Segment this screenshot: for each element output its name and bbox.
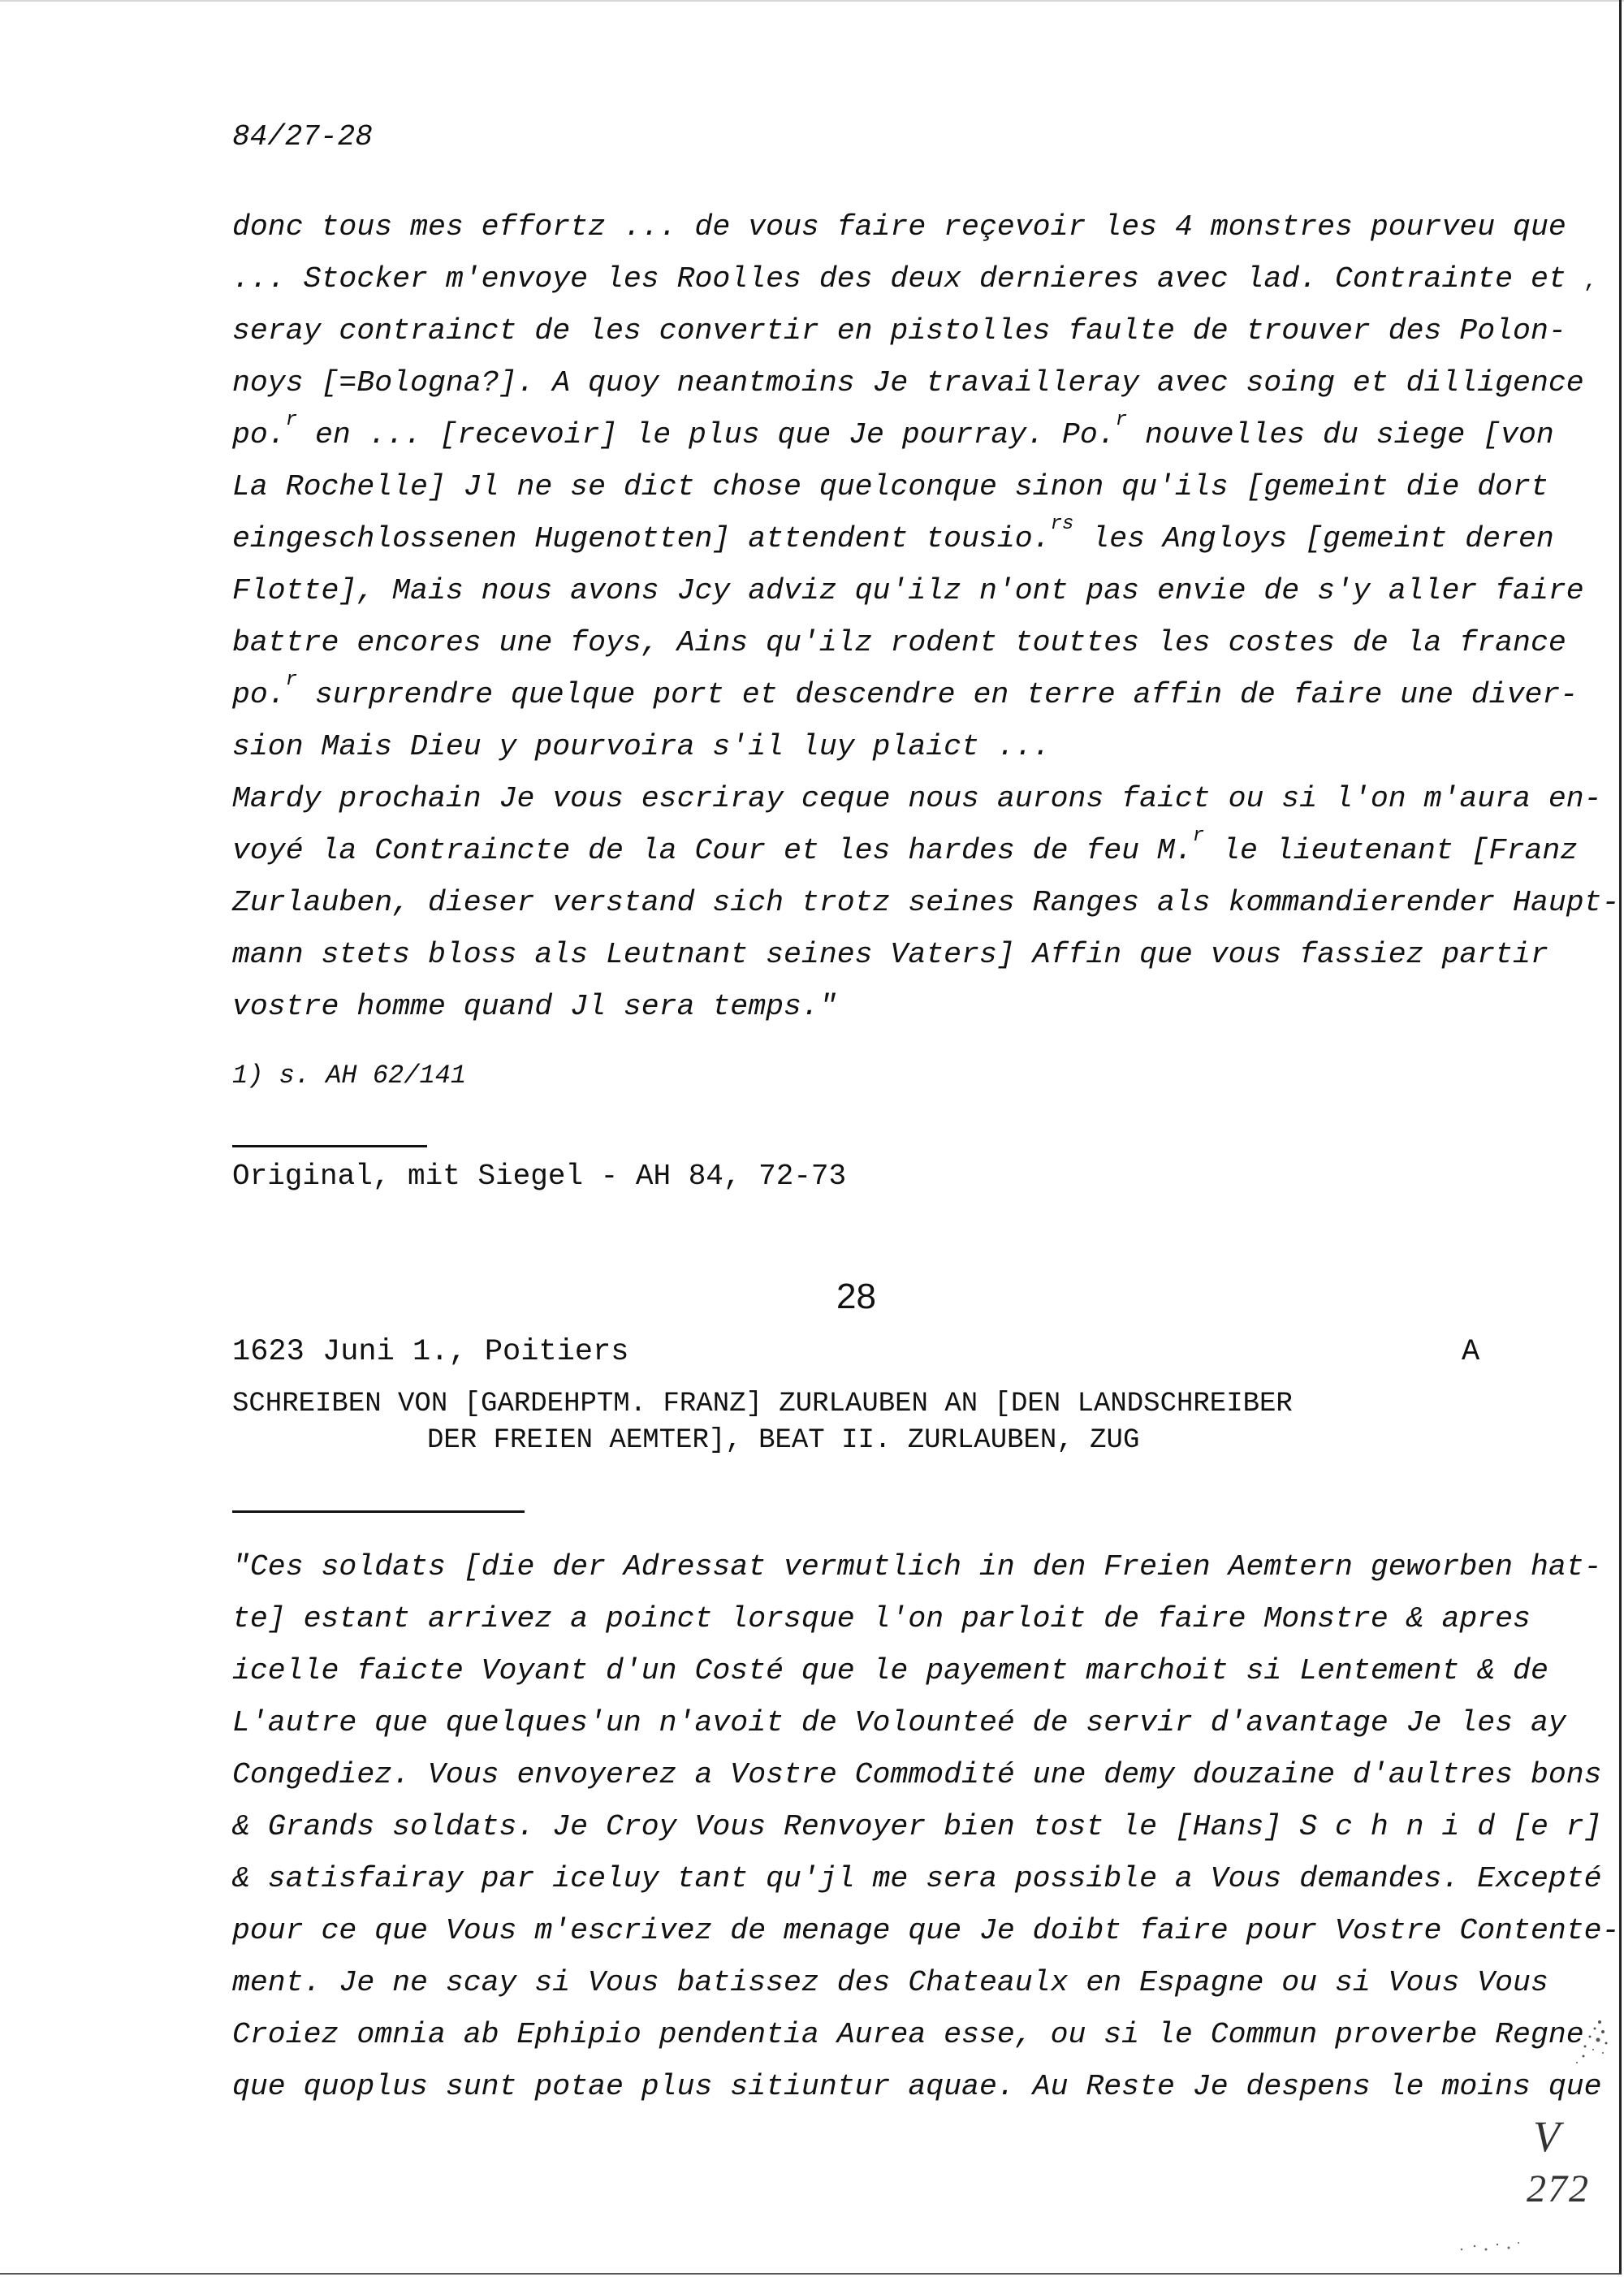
letter-27-body [232,201,1620,1033]
text-line [232,669,1579,721]
text-line: & satisfairay par iceluy tant qu'jl me sera possible a Vous demandes. Excepté [232,1862,1602,1895]
superscript: r [285,669,298,691]
source-citation: Original, mit Siegel - AH 84, 72-73 [232,1160,847,1193]
text-line: La Rochelle] Jl ne se dict chose quelconque sinon qu'ils [gemeint die dort [232,470,1548,503]
text-segment: po. [232,678,286,711]
text-line: donc tous mes effortz ... de vous faire reçevoir les 4 monstres pourveu que [232,210,1566,244]
text-segment: en ... [recevoir] le plus que Je pourray. Po. [297,418,1116,452]
archive-folio-number: 272 [1527,2167,1590,2210]
text-line [232,409,1554,461]
superscript: rs [1050,513,1074,535]
text-segment: les Angloys [gemeint deren [1073,522,1554,555]
text-line: icelle faicte Voyant d'un Costé que le payement marchoit si Lentement & de [232,1654,1548,1687]
superscript: r [285,409,298,431]
text-segment: surprendre quelque port et descendre en terre affin de faire une diver- [297,678,1579,711]
document-title-line-2: DER FREIEN AEMTER], BEAT II. ZURLAUBEN, ZUG [427,1425,1140,1456]
archive-check-mark: V [1533,2112,1560,2161]
letter-28-body [232,1541,1620,2113]
text-segment: voyé la Contraincte de la Cour et les hardes de feu M. [232,834,1193,867]
document-title-line-1: SCHREIBEN VON [GARDEHPTM. FRANZ] ZURLAUBEN AN [DEN LANDSCHREIBER [232,1389,1293,1419]
text-segment: le lieutenant [Franz [1204,834,1579,867]
text-segment: eingeschlossenen Hugenotten] attendent tousio. [232,522,1051,555]
text-line: que quoplus sunt potae plus sitiuntur aquae. Au Reste Je despens le moins que [232,2070,1602,2103]
superscript: r [1115,409,1128,431]
text-line: vostre homme quand Jl sera temps." [232,990,837,1023]
text-line: sion Mais Dieu y pourvoira s'il luy plaict ... [232,730,1051,763]
text-line: Zurlauben, dieser verstand sich trotz seines Ranges als kommandierender Haupt- [232,886,1620,919]
text-segment: nouvelles du siege [von [1127,418,1554,452]
page-reference: 84/27-28 [232,120,373,153]
margin-tick: ‚ [1582,269,1596,294]
date-place: 1623 Juni 1., Poitiers [232,1335,629,1369]
text-line: Congediez. Vous envoyerez a Vostre Commodité une demy douzaine d'aultres bons [232,1758,1602,1791]
text-line: L'autre que quelques'un n'avoit de Volounteé de servir d'avantage Je les ay [232,1706,1566,1739]
text-line [232,513,1554,565]
text-line-content: ... Stocker m'envoye les Roolles des deux dernieres avec lad. Contrainte et [232,262,1566,296]
text-line: Mardy prochain Je vous escriray ceque nous aurons faict ou si l'on m'aura en- [232,782,1602,815]
text-line: noys [=Bologna?]. A quoy neantmoins Je travailleray avec soing et dilligence [232,366,1584,400]
text-line [232,253,1596,305]
margin-smudge [1567,2014,1616,2079]
footnote-divider [232,1145,427,1147]
text-line: ment. Je ne scay si Vous batissez des Chateaulx en Espagne ou si Vous Vous [232,1966,1548,1999]
text-line: Croiez omnia ab Ephipio pendentia Aurea esse, ou si le Commun proverbe Regne [232,2018,1584,2051]
footnote: 1) s. AH 62/141 [232,1061,467,1091]
text-line: te] estant arrivez a poinct lorsque l'on parloit de faire Monstre & apres [232,1602,1531,1635]
text-line: & Grands soldats. Je Croy Vous Renvoyer bien tost le [Hans] S c h n i d [e r] [232,1810,1602,1843]
text-line: mann stets bloss als Leutnant seines Vaters] Affin que vous fassiez partir [232,938,1548,971]
text-line: seray contrainct de les convertir en pistolles faulte de trouver des Polon- [232,314,1566,348]
document-number: 28 [836,1277,876,1316]
superscript: r [1192,825,1205,847]
text-line: Flotte], Mais nous avons Jcy adviz qu'ilz n'ont pas envie de s'y aller faire [232,574,1584,607]
text-line: "Ces soldats [die der Adressat vermutlich in den Freien Aemtern geworben hat- [232,1550,1602,1584]
text-line: pour ce que Vous m'escrivez de menage que Je doibt faire pour Vostre Contente- [232,1914,1620,1947]
corner-dots [1445,2225,1543,2258]
title-divider [232,1510,525,1513]
text-segment: po. [232,418,286,452]
text-line: battre encores une foys, Ains qu'ilz rodent touttes les costes de la france [232,626,1566,659]
text-line [232,825,1579,877]
document-type-marker: A [1462,1335,1480,1369]
